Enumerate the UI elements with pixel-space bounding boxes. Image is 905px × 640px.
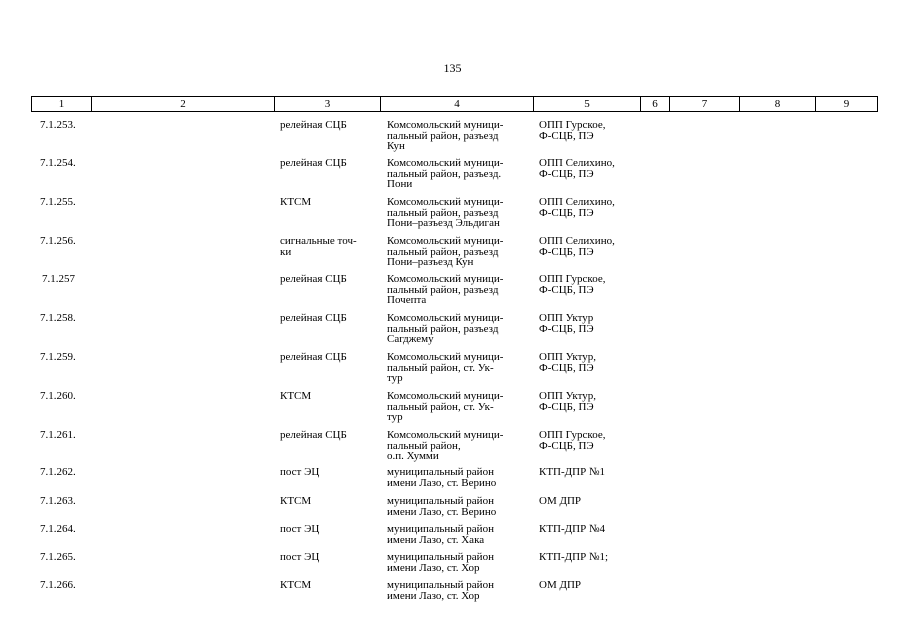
power-source: ОМ ДПР	[539, 579, 582, 591]
row-number: 7.1.258.	[40, 312, 76, 324]
header-col-3: 3	[275, 97, 381, 111]
power-source: КТП-ДПР №4	[539, 523, 605, 535]
row-number: 7.1.253.	[40, 119, 76, 131]
table-header	[31, 96, 878, 112]
row-number: 7.1.255.	[40, 196, 76, 208]
object-type: пост ЭЦ	[280, 551, 320, 563]
power-source: ОПП Селихино, Ф-СЦБ, ПЭ	[539, 235, 615, 258]
row-number: 7.1.257	[42, 273, 75, 285]
row-number: 7.1.259.	[40, 351, 76, 363]
power-source: ОПП Селихино, Ф-СЦБ, ПЭ	[539, 196, 615, 219]
header-col-5: 5	[534, 97, 641, 111]
object-location: Комсомольский муници- пальный район, ст. Ук- тур	[387, 390, 504, 423]
page-number: 135	[443, 61, 462, 75]
row-number: 7.1.265.	[40, 551, 76, 563]
object-location: муниципальный район имени Лазо, ст. Верино	[387, 495, 497, 518]
row-number: 7.1.266.	[40, 579, 76, 591]
object-location: муниципальный район имени Лазо, ст. Хор	[387, 579, 494, 602]
power-source: КТП-ДПР №1;	[539, 551, 609, 563]
row-number: 7.1.262.	[40, 466, 76, 478]
power-source: ОПП Уктур, Ф-СЦБ, ПЭ	[539, 390, 597, 413]
header-col-9: 9	[843, 98, 850, 110]
object-location: Комсомольский муници- пальный район, о.п. Хумми	[387, 429, 504, 462]
object-type: релейная СЦБ	[280, 312, 347, 324]
row-number: 7.1.260.	[40, 390, 76, 402]
row-number: 7.1.264.	[40, 523, 76, 535]
object-location: Комсомольский муници- пальный район, ст. Ук- тур	[387, 351, 504, 384]
object-location: Комсомольский муници- пальный район, разъезд Пони–разъезд Эльдиган	[387, 196, 504, 229]
object-type: релейная СЦБ	[280, 351, 347, 363]
object-type: релейная СЦБ	[280, 273, 347, 285]
object-type: пост ЭЦ	[280, 523, 320, 535]
header-col-4: 4	[381, 97, 534, 111]
header-col-6: 6	[641, 97, 670, 111]
header-col-1: 1	[32, 97, 92, 111]
object-type: релейная СЦБ	[280, 429, 347, 441]
object-type: КТСМ	[280, 495, 312, 507]
object-type: релейная СЦБ	[280, 119, 347, 131]
object-location: муниципальный район имени Лазо, ст. Хака	[387, 523, 494, 546]
power-source: ОПП Селихино, Ф-СЦБ, ПЭ	[539, 157, 615, 180]
object-type: КТСМ	[280, 390, 312, 402]
object-type: пост ЭЦ	[280, 466, 320, 478]
object-type: сигнальные точ- ки	[280, 235, 357, 258]
power-source: ОПП Уктур Ф-СЦБ, ПЭ	[539, 312, 594, 335]
power-source: ОПП Гурское, Ф-СЦБ, ПЭ	[539, 273, 606, 296]
object-location: Комсомольский муници- пальный район, разъезд Пони–разъезд Кун	[387, 235, 504, 268]
header-col-8: 8	[740, 97, 816, 111]
power-source: ОМ ДПР	[539, 495, 582, 507]
power-source: ОПП Гурское, Ф-СЦБ, ПЭ	[539, 429, 606, 452]
object-location: Комсомольский муници- пальный район, разъезд Почепта	[387, 273, 504, 306]
object-location: Комсомольский муници- пальный район, разъезд. Пони	[387, 157, 504, 190]
header-col-7: 7	[670, 97, 740, 111]
object-type: КТСМ	[280, 579, 312, 591]
header-col-2: 2	[92, 97, 275, 111]
row-number: 7.1.263.	[40, 495, 76, 507]
object-location: Комсомольский муници- пальный район, разъезд Сагджему	[387, 312, 504, 345]
row-number: 7.1.254.	[40, 157, 76, 169]
power-source: ОПП Гурское, Ф-СЦБ, ПЭ	[539, 119, 606, 142]
object-type: КТСМ	[280, 196, 312, 208]
object-location: муниципальный район имени Лазо, ст. Хор	[387, 551, 494, 574]
row-number: 7.1.261.	[40, 429, 76, 441]
power-source: ОПП Уктур, Ф-СЦБ, ПЭ	[539, 351, 597, 374]
row-number: 7.1.256.	[40, 235, 76, 247]
object-type: релейная СЦБ	[280, 157, 347, 169]
power-source: КТП-ДПР №1	[539, 466, 605, 478]
object-location: Комсомольский муници- пальный район, разъезд Кун	[387, 119, 504, 152]
object-location: муниципальный район имени Лазо, ст. Верино	[387, 466, 497, 489]
